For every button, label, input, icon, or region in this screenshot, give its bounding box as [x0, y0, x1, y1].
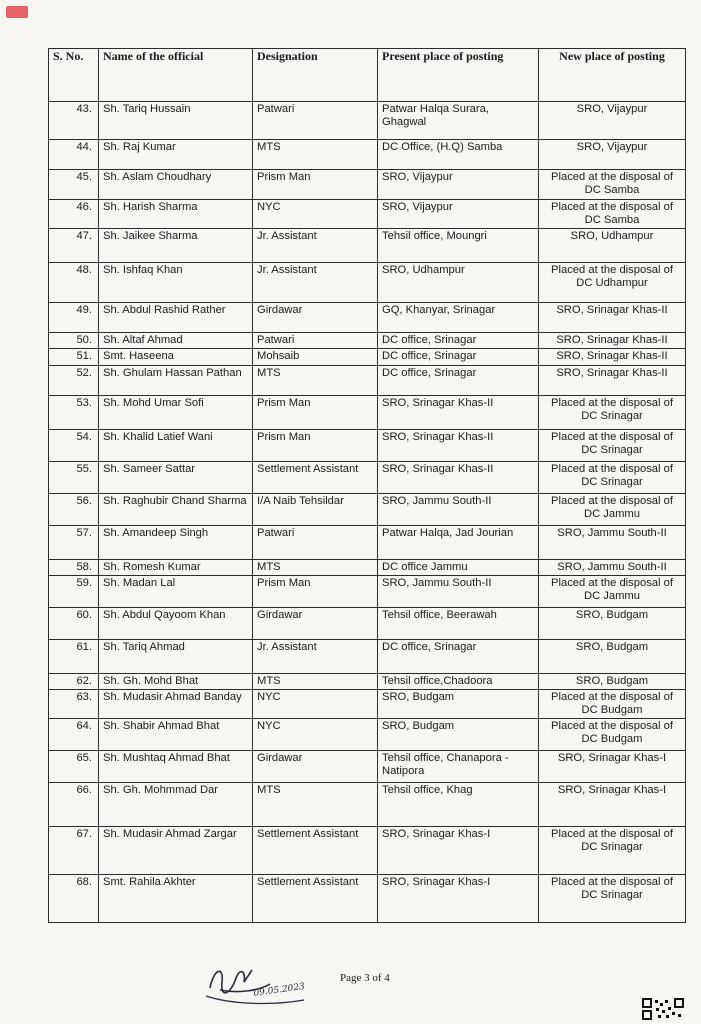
row-name: Sh. Mohd Umar Sofi: [99, 396, 253, 430]
row-sno: 50.: [49, 333, 99, 349]
table-row: [49, 576, 686, 608]
table-row: [49, 719, 686, 751]
table-row: [49, 494, 686, 526]
table-row: [49, 303, 686, 333]
row-designation: Girdawar: [253, 608, 378, 640]
row-present-posting: Tehsil office,Chadoora: [378, 674, 539, 690]
row-present-posting: GQ, Khanyar, Srinagar: [378, 303, 539, 333]
row-new-posting: SRO, Srinagar Khas-II: [539, 303, 686, 333]
row-present-posting: Patwar Halqa, Jad Jourian: [378, 526, 539, 560]
row-name: Sh. Tariq Ahmad: [99, 640, 253, 674]
row-name: Sh. Raghubir Chand Sharma: [99, 494, 253, 526]
transfer-table: [48, 48, 686, 923]
row-designation: Jr. Assistant: [253, 229, 378, 263]
row-name: Sh. Abdul Rashid Rather: [99, 303, 253, 333]
row-sno: 43.: [49, 102, 99, 140]
table-row: [49, 690, 686, 719]
row-new-posting: Placed at the disposal of DC Jammu: [539, 576, 686, 608]
row-sno: 60.: [49, 608, 99, 640]
row-sno: 51.: [49, 349, 99, 366]
row-name: Sh. Aslam Choudhary: [99, 170, 253, 200]
row-present-posting: DC office Jammu: [378, 560, 539, 576]
row-new-posting: Placed at the disposal of DC Samba: [539, 170, 686, 200]
row-designation: NYC: [253, 690, 378, 719]
row-sno: 45.: [49, 170, 99, 200]
row-present-posting: DC office, Srinagar: [378, 640, 539, 674]
row-designation: Settlement Assistant: [253, 875, 378, 923]
corner-mark: [6, 6, 28, 18]
row-present-posting: SRO, Jammu South-II: [378, 494, 539, 526]
row-new-posting: Placed at the disposal of DC Srinagar: [539, 396, 686, 430]
row-present-posting: DC office, Srinagar: [378, 366, 539, 396]
row-new-posting: Placed at the disposal of DC Jammu: [539, 494, 686, 526]
table-row: [49, 140, 686, 170]
row-name: Smt. Rahila Akhter: [99, 875, 253, 923]
row-name: Sh. Mudasir Ahmad Zargar: [99, 827, 253, 875]
table-row: [49, 526, 686, 560]
row-designation: Patwari: [253, 526, 378, 560]
row-designation: Mohsaib: [253, 349, 378, 366]
row-name: Sh. Tariq Hussain: [99, 102, 253, 140]
row-sno: 65.: [49, 751, 99, 783]
row-sno: 68.: [49, 875, 99, 923]
row-designation: MTS: [253, 366, 378, 396]
row-new-posting: Placed at the disposal of DC Udhampur: [539, 263, 686, 303]
table-header-row: [49, 49, 686, 102]
row-present-posting: SRO, Srinagar Khas-II: [378, 396, 539, 430]
row-new-posting: Placed at the disposal of DC Srinagar: [539, 430, 686, 462]
row-present-posting: Tehsil office, Khag: [378, 783, 539, 827]
row-present-posting: SRO, Budgam: [378, 690, 539, 719]
row-designation: Girdawar: [253, 303, 378, 333]
row-name: Sh. Shabir Ahmad Bhat: [99, 719, 253, 751]
row-designation: NYC: [253, 719, 378, 751]
row-present-posting: SRO, Srinagar Khas-I: [378, 827, 539, 875]
row-designation: MTS: [253, 674, 378, 690]
row-sno: 44.: [49, 140, 99, 170]
table-row: [49, 102, 686, 140]
row-new-posting: SRO, Vijaypur: [539, 140, 686, 170]
row-designation: MTS: [253, 783, 378, 827]
row-designation: Prism Man: [253, 576, 378, 608]
row-sno: 47.: [49, 229, 99, 263]
row-new-posting: Placed at the disposal of DC Srinagar: [539, 875, 686, 923]
row-sno: 49.: [49, 303, 99, 333]
row-designation: Settlement Assistant: [253, 462, 378, 494]
row-present-posting: DC office, Srinagar: [378, 349, 539, 366]
header-designation: Designation: [253, 49, 378, 102]
row-present-posting: SRO, Srinagar Khas-II: [378, 430, 539, 462]
table-body: [49, 102, 686, 923]
row-name: Sh. Gh. Mohmmad Dar: [99, 783, 253, 827]
table-row: [49, 430, 686, 462]
row-new-posting: Placed at the disposal of DC Budgam: [539, 719, 686, 751]
table-row: [49, 170, 686, 200]
row-present-posting: SRO, Jammu South-II: [378, 576, 539, 608]
header-name: Name of the official: [99, 49, 253, 102]
row-designation: Jr. Assistant: [253, 640, 378, 674]
row-designation: Patwari: [253, 333, 378, 349]
row-sno: 58.: [49, 560, 99, 576]
document-sheet: [48, 48, 685, 923]
header-present-posting: Present place of posting: [378, 49, 539, 102]
table-row: [49, 396, 686, 430]
row-designation: Prism Man: [253, 396, 378, 430]
row-present-posting: Tehsil office, Moungri: [378, 229, 539, 263]
row-present-posting: SRO, Vijaypur: [378, 200, 539, 229]
row-sno: 54.: [49, 430, 99, 462]
table-row: [49, 608, 686, 640]
row-sno: 62.: [49, 674, 99, 690]
row-name: Sh. Mushtaq Ahmad Bhat: [99, 751, 253, 783]
row-new-posting: SRO, Srinagar Khas-II: [539, 349, 686, 366]
row-designation: Girdawar: [253, 751, 378, 783]
row-name: Sh. Mudasir Ahmad Banday: [99, 690, 253, 719]
row-designation: Prism Man: [253, 430, 378, 462]
row-name: Sh. Jaikee Sharma: [99, 229, 253, 263]
row-name: Sh. Ishfaq Khan: [99, 263, 253, 303]
row-designation: MTS: [253, 140, 378, 170]
row-name: Sh. Gh. Mohd Bhat: [99, 674, 253, 690]
row-name: Sh. Khalid Latief Wani: [99, 430, 253, 462]
row-present-posting: SRO, Srinagar Khas-I: [378, 875, 539, 923]
row-sno: 48.: [49, 263, 99, 303]
table-row: [49, 560, 686, 576]
row-sno: 59.: [49, 576, 99, 608]
row-name: Sh. Ghulam Hassan Pathan: [99, 366, 253, 396]
row-name: Sh. Altaf Ahmad: [99, 333, 253, 349]
table-row: [49, 827, 686, 875]
row-sno: 53.: [49, 396, 99, 430]
page-footer: [0, 960, 701, 1024]
row-new-posting: Placed at the disposal of DC Srinagar: [539, 462, 686, 494]
row-present-posting: SRO, Vijaypur: [378, 170, 539, 200]
row-new-posting: SRO, Budgam: [539, 608, 686, 640]
row-new-posting: SRO, Budgam: [539, 674, 686, 690]
row-new-posting: SRO, Udhampur: [539, 229, 686, 263]
row-designation: NYC: [253, 200, 378, 229]
header-sno: S. No.: [49, 49, 99, 102]
row-designation: Prism Man: [253, 170, 378, 200]
row-present-posting: Tehsil office, Beerawah: [378, 608, 539, 640]
row-new-posting: SRO, Srinagar Khas-II: [539, 366, 686, 396]
row-present-posting: Patwar Halqa Surara, Ghagwal: [378, 102, 539, 140]
row-present-posting: DC Office, (H.Q) Samba: [378, 140, 539, 170]
header-new-posting: New place of posting: [539, 49, 686, 102]
signature-image: [200, 960, 320, 1010]
table-row: [49, 349, 686, 366]
row-sno: 63.: [49, 690, 99, 719]
row-new-posting: SRO, Vijaypur: [539, 102, 686, 140]
row-present-posting: Tehsil office, Chanapora -Natipora: [378, 751, 539, 783]
table-row: [49, 263, 686, 303]
row-sno: 66.: [49, 783, 99, 827]
row-name: Sh. Amandeep Singh: [99, 526, 253, 560]
table-row: [49, 640, 686, 674]
row-sno: 55.: [49, 462, 99, 494]
row-new-posting: SRO, Srinagar Khas-II: [539, 333, 686, 349]
row-sno: 64.: [49, 719, 99, 751]
table-row: [49, 751, 686, 783]
row-present-posting: SRO, Udhampur: [378, 263, 539, 303]
table-row: [49, 783, 686, 827]
table-row: [49, 229, 686, 263]
row-name: Sh. Sameer Sattar: [99, 462, 253, 494]
table-row: [49, 200, 686, 229]
row-sno: 67.: [49, 827, 99, 875]
page-number: Page 3 of 4: [340, 972, 390, 984]
row-sno: 57.: [49, 526, 99, 560]
table-row: [49, 366, 686, 396]
table-row: [49, 333, 686, 349]
row-new-posting: Placed at the disposal of DC Srinagar: [539, 827, 686, 875]
row-new-posting: SRO, Srinagar Khas-I: [539, 751, 686, 783]
row-designation: I/A Naib Tehsildar: [253, 494, 378, 526]
row-new-posting: Placed at the disposal of DC Budgam: [539, 690, 686, 719]
row-new-posting: Placed at the disposal of DC Samba: [539, 200, 686, 229]
row-name: Smt. Haseena: [99, 349, 253, 366]
row-name: Sh. Madan Lal: [99, 576, 253, 608]
row-present-posting: SRO, Srinagar Khas-II: [378, 462, 539, 494]
row-sno: 52.: [49, 366, 99, 396]
row-present-posting: SRO, Budgam: [378, 719, 539, 751]
row-designation: Settlement Assistant: [253, 827, 378, 875]
table-row: [49, 875, 686, 923]
row-name: Sh. Romesh Kumar: [99, 560, 253, 576]
row-new-posting: SRO, Jammu South-II: [539, 526, 686, 560]
row-new-posting: SRO, Jammu South-II: [539, 560, 686, 576]
qr-code-icon: [642, 998, 684, 1020]
row-new-posting: SRO, Budgam: [539, 640, 686, 674]
row-name: Sh. Abdul Qayoom Khan: [99, 608, 253, 640]
table-row: [49, 462, 686, 494]
row-sno: 61.: [49, 640, 99, 674]
row-designation: Patwari: [253, 102, 378, 140]
row-designation: MTS: [253, 560, 378, 576]
row-new-posting: SRO, Srinagar Khas-I: [539, 783, 686, 827]
row-sno: 56.: [49, 494, 99, 526]
row-name: Sh. Raj Kumar: [99, 140, 253, 170]
signature-date: 09.05.2023: [253, 981, 306, 999]
row-name: Sh. Harish Sharma: [99, 200, 253, 229]
row-present-posting: DC office, Srinagar: [378, 333, 539, 349]
table-row: [49, 674, 686, 690]
row-designation: Jr. Assistant: [253, 263, 378, 303]
row-sno: 46.: [49, 200, 99, 229]
